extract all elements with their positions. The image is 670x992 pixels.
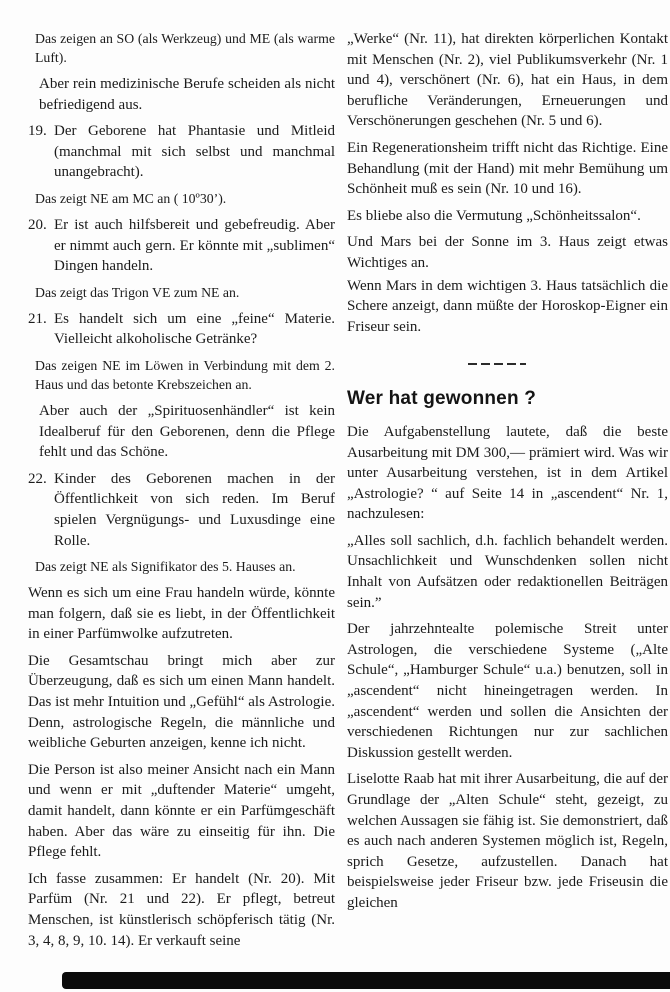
item-number: 20. — [28, 216, 47, 233]
item-number: 19. — [28, 123, 47, 140]
numbered-item — [28, 121, 335, 183]
left-column — [28, 29, 335, 957]
item-text: Es handelt sich um eine „feine“ Materie. Vielleicht alkoholische Getränke? — [54, 310, 335, 348]
paragraph: Aber auch der „Spirituosenhändler“ ist kein Idealberuf für den Geborenen, denn die Pflege fehlt und das Schöne. — [39, 402, 335, 461]
paragraph: Ich fasse zusammen: Er handelt (Nr. 20). Mit Parfüm (Nr. 21 und 22). Er pflegt, betreut Menschen, ist künstlerisch schöpferisch tätig (Nr. 3, 4, 8, 9, 10. 14). Er verkauft seine — [28, 870, 335, 949]
annotation: Das zeigt das Trigon VE zum NE an. — [35, 284, 240, 300]
scan-edge-bar — [62, 972, 670, 989]
paragraph: Ein Regenerationsheim trifft nicht das Richtige. Eine Behandlung (mit der Hand) mit mehr Bemühung um Schönheit muß es sein (Nr. 10 und 16). — [347, 139, 668, 198]
numbered-item — [28, 309, 335, 350]
paragraph: „Werke“ (Nr. 11), hat direkten körperlichen Kontakt mit Menschen (Nr. 2), viel Publikumsverkehr (Nr. 1 und 4), verschönert (Nr. 6), hat ein Haus, in dem berufliche Veränderungen, Erneuerungen und Verschönerungen geschehen (Nr. 5 und 6). — [347, 31, 668, 130]
paragraph: Der jahrzehntealte polemische Streit unter Astrologen, die verschiedene Systeme („Alte Schule“, „Hamburger Schule“ u.a.) benutzen, soll in „ascendent“ nicht hineingetragen werden. In „ascendent“ werden und sollen die Ansichten der verschiedenen Richtungen nur zur sachlichen Diskussion gestellt werden. — [347, 621, 668, 761]
paragraph: „Alles soll sachlich, d.h. fachlich behandelt werden. Unsachlichkeit und Wunschdenken sollen nicht Inhalt von Aufsätzen oder redaktionellen Beiträgen sein.” — [347, 532, 668, 611]
paragraph: Die Gesamtschau bringt mich aber zur Überzeugung, daß es sich um einen Mann handelt. Das ist mehr Intuition und „Gefühl“ als Astrologie. Denn, astrologische Regeln, die männliche und weibliche Geburten anzeigen, kenne ich nicht. — [28, 652, 335, 752]
dashed-separator — [468, 363, 526, 365]
paragraph: Wenn es sich um eine Frau handeln würde, könnte man folgern, daß sie es liebt, in der Öffentlichkeit in einer Parfümwolke aufzutreten. — [28, 585, 335, 643]
annotation: Das zeigt NE als Signifikator des 5. Hauses an. — [35, 559, 296, 575]
item-text: Er ist auch hilfsbereit und gebefreudig. Aber er nimmt auch gern. Er könnte mit „sublimen“ Dingen handeln. — [54, 216, 335, 275]
item-text: Der Geborene hat Phantasie und Mitleid (manchmal mit sich selbst und manchmal unangebracht). — [54, 123, 335, 181]
annotation: Das zeigen an SO (als Werkzeug) und ME (als warme Luft). — [35, 31, 335, 65]
annotation: Das zeigt NE am MC an ( 10º30’). — [35, 190, 227, 206]
paragraph: Liselotte Raab hat mit ihrer Ausarbeitung, die auf der Grundlage der „Alten Schule“ steht, gezeigt, zu welchen Aussagen sie fähig ist. Sie demonstriert, daß es auch nach anderen Systemen möglich ist, Regeln, sprich Gesetze, aufzustellen. Danach hat beispielsweise jeder Friseur bzw. jede Friseusin die gleichen — [347, 771, 668, 911]
item-text: Kinder des Geborenen machen in der Öffentlichkeit von sich reden. Im Beruf spielen Vergnügungs- und Luxusdinge eine Rolle. — [54, 470, 335, 549]
paragraph: Die Person ist also meiner Ansicht nach ein Mann und wenn er mit „duftender Materie“ umgeht, damit handelt, dann könnte er ein Parfümgeschäft haben. Aber das wäre zu einseitig für ihn. Die Pflege fehlt. — [28, 761, 335, 861]
item-number: 22. — [28, 470, 47, 487]
item-number: 21. — [28, 310, 47, 327]
section-heading: Wer hat gewonnen ? — [347, 388, 537, 410]
paragraph: Die Aufgabenstellung lautete, daß die beste Ausarbeitung mit DM 300,— prämiert wird. Was wir unter Ausarbeitung verstehen, ist in dem Artikel „Astrologie? “ auf Seite 14 in „ascendent“ Nr. 1, nachzulesen: — [347, 423, 668, 523]
paragraph: Wenn Mars in dem wichtigen 3. Haus tatsächlich die Schere anzeigt, dann müßte der Horoskop-Eigner ein Friseur sein. — [347, 277, 668, 335]
numbered-item — [28, 469, 335, 551]
numbered-item — [28, 215, 335, 277]
right-column — [347, 29, 668, 920]
paragraph: Es bliebe also die Vermutung „Schönheitssalon“. — [347, 207, 641, 224]
annotation: Das zeigen NE im Löwen in Verbindung mit dem 2. Haus und das betonte Krebszeichen an. — [35, 357, 335, 392]
paragraph: Aber rein medizinische Berufe scheiden als nicht befriedigend aus. — [39, 76, 335, 113]
paragraph: Und Mars bei der Sonne im 3. Haus zeigt etwas Wichtiges an. — [347, 234, 668, 271]
